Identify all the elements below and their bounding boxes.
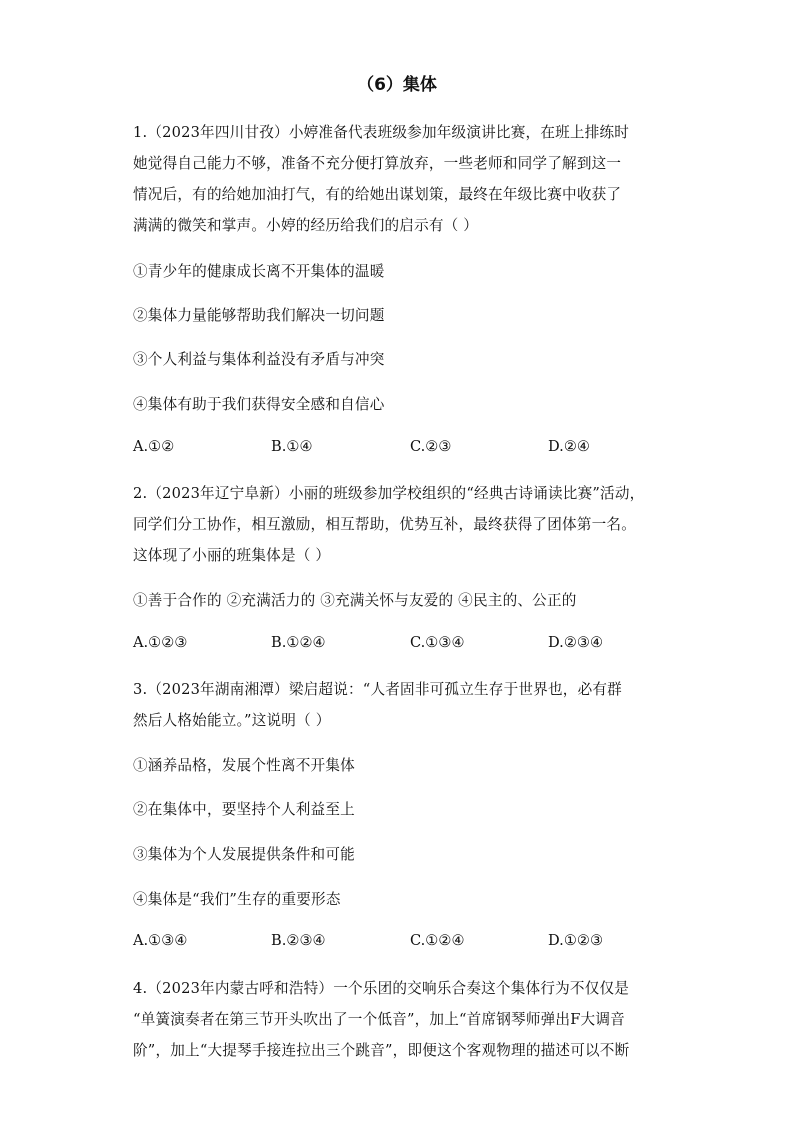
q2-option-c: C.①③④ xyxy=(410,634,465,651)
q1-stem-line: 满满的微笑和掌声。小婷的经历给我们的启示有（ ） xyxy=(133,217,479,234)
q3-option-c: C.①②④ xyxy=(410,932,465,949)
q1-statement: ①青少年的健康成长离不开集体的温暖 xyxy=(133,263,385,280)
q1-option-d: D.②④ xyxy=(548,438,590,455)
q4-stem-line: 阶”，加上“大提琴手接连拉出三个跳音”，即便这个客观物理的描述可以不断 xyxy=(133,1042,630,1059)
q3-stem-line: 然后人格始能立。”这说明（ ） xyxy=(133,712,331,729)
q2-stem-line: 这体现了小丽的班集体是（ ） xyxy=(133,547,331,564)
q1-statement: ③个人利益与集体利益没有矛盾与冲突 xyxy=(133,351,385,368)
q1-option-b: B.①④ xyxy=(271,438,313,455)
q2-statement: ①善于合作的 ②充满活力的 ③充满关怀与友爱的 ④民主的、公正的 xyxy=(133,592,577,609)
q3-statement: ③集体为个人发展提供条件和可能 xyxy=(133,846,355,863)
q1-option-a: A.①② xyxy=(133,438,175,455)
q1-stem-line: 她觉得自己能力不够，准备不充分便打算放弃，一些老师和同学了解到这一 xyxy=(133,155,622,172)
q3-stem-line: 3.（2023年湖南湘潭）梁启超说：“人者固非可孤立生存于世界也，必有群 xyxy=(133,681,622,698)
q3-option-b: B.②③④ xyxy=(271,932,326,949)
q3-statement: ②在集体中，要坚持个人利益至上 xyxy=(133,801,355,818)
q1-statement: ②集体力量能够帮助我们解决一切问题 xyxy=(133,307,385,324)
q3-statement: ①涵养品格，发展个性离不开集体 xyxy=(133,757,355,774)
q2-option-a: A.①②③ xyxy=(133,634,188,651)
q1-statement: ④集体有助于我们获得安全感和自信心 xyxy=(133,396,385,413)
q1-stem-line: 1.（2023年四川甘孜）小婷准备代表班级参加年级演讲比赛，在班上排练时 xyxy=(133,124,630,141)
q2-option-d: D.②③④ xyxy=(548,634,604,651)
q2-stem-line: 2.（2023年辽宁阜新）小丽的班级参加学校组织的“经典古诗诵读比赛”活动， xyxy=(133,485,645,502)
q3-option-d: D.①②③ xyxy=(548,932,604,949)
page-title: （6）集体 xyxy=(357,75,437,95)
q2-option-b: B.①②④ xyxy=(271,634,326,651)
q1-option-c: C.②③ xyxy=(410,438,452,455)
q3-statement: ④集体是“我们”生存的重要形态 xyxy=(133,891,341,908)
q3-option-a: A.①③④ xyxy=(133,932,188,949)
q2-stem-line: 同学们分工协作，相互激励，相互帮助，优势互补，最终获得了团体第一名。 xyxy=(133,516,636,533)
q1-stem-line: 情况后，有的给她加油打气，有的给她出谋划策，最终在年级比赛中收获了 xyxy=(133,186,622,203)
q4-stem-line: 4.（2023年内蒙古呼和浩特）一个乐团的交响乐合奏这个集体行为不仅仅是 xyxy=(133,980,630,997)
q4-stem-line: “单簧演奏者在第三节开头吹出了一个低音”，加上“首席钢琴师弹出F大调音 xyxy=(133,1011,625,1028)
